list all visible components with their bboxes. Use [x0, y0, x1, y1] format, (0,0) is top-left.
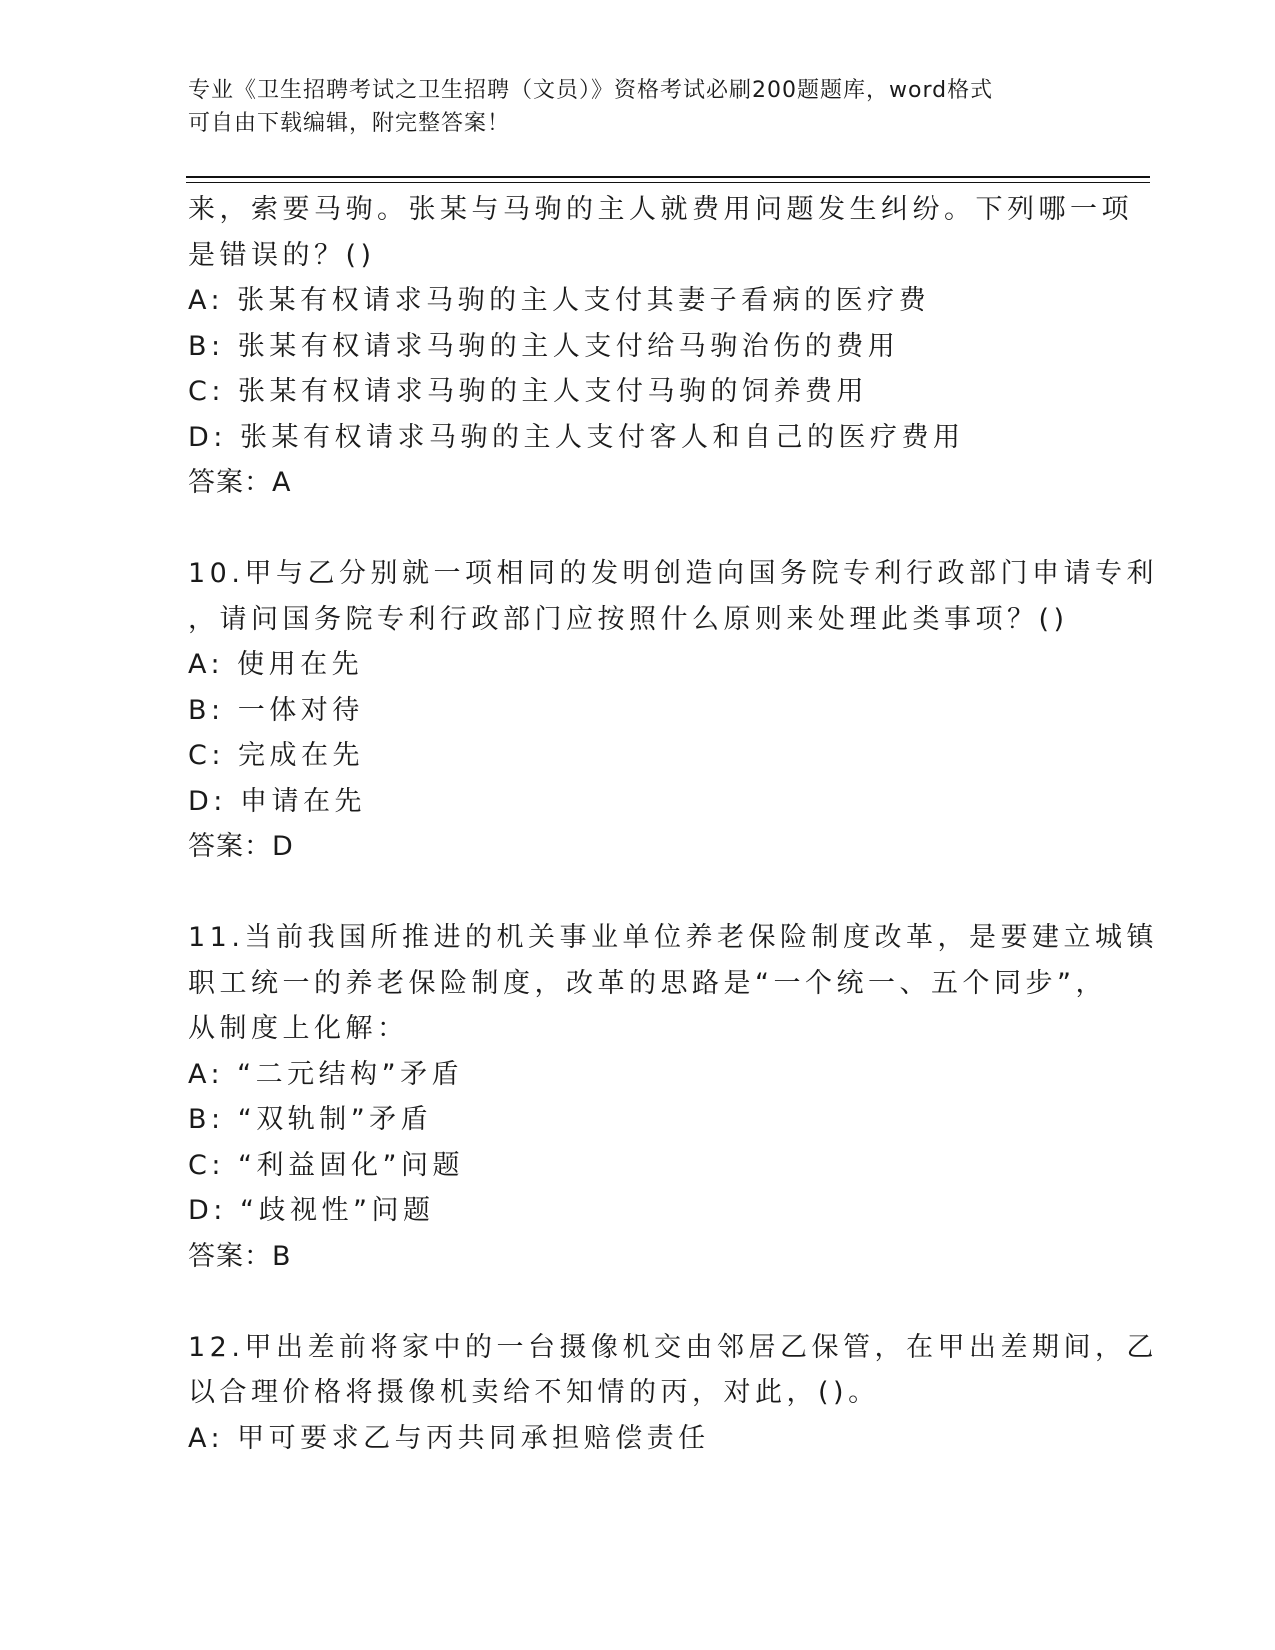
answer-label: 答案：D: [188, 831, 294, 862]
question-9: [188, 187, 1133, 506]
spacer: [188, 1279, 1088, 1325]
answer-label: 答案：A: [188, 467, 292, 498]
option-b: B: 一体对待: [188, 694, 364, 726]
question-content: [188, 187, 1158, 1461]
question-stem-line: 职工统一的养老保险制度，改革的思路是“一个统一、五个同步”，: [188, 967, 1107, 999]
header-title-line2: 可自由下载编辑，附完整答案！: [188, 111, 511, 136]
question-stem-line: 12.甲出差前将家中的一台摄像机交由邻居乙保管，在甲出差期间，乙: [188, 1331, 1158, 1363]
option-b: B: 张某有权请求马驹的主人支付给马驹治伤的费用: [188, 330, 900, 362]
question-10: [188, 551, 1158, 870]
header-divider-thin: [186, 182, 1150, 183]
option-a: A: 张某有权请求马驹的主人支付其妻子看病的医疗费: [188, 285, 931, 316]
question-11: [188, 915, 1158, 1279]
spacer: [188, 506, 1088, 552]
option-b: B: “双轨制”矛盾: [188, 1104, 433, 1135]
option-c: C: 张某有权请求马驹的主人支付马驹的饲养费用: [188, 376, 869, 407]
option-d: D: 申请在先: [188, 785, 366, 817]
page-header: [188, 74, 1088, 140]
header-divider-thick: [186, 176, 1150, 178]
spacer: [188, 870, 1088, 916]
option-c: C: “利益固化”问题: [188, 1149, 465, 1181]
question-stem-line: 11.当前我国所推进的机关事业单位养老保险制度改革，是要建立城镇: [188, 922, 1158, 953]
option-a: A: 甲可要求乙与丙共同承担赔偿责任: [188, 1422, 710, 1454]
option-a: A: 使用在先: [188, 649, 364, 680]
question-stem-line: 是错误的？(): [188, 239, 376, 271]
question-stem-line: 10.甲与乙分别就一项相同的发明创造向国务院专利行政部门申请专利: [188, 558, 1158, 589]
answer-label: 答案：B: [188, 1240, 292, 1272]
question-stem-line: 来，索要马驹。张某与马驹的主人就费用问题发生纠纷。下列哪一项: [188, 194, 1133, 225]
option-d: D: “歧视性”问题: [188, 1195, 435, 1226]
question-stem-line: ，请问国务院专利行政部门应按照什么原则来处理此类事项？(): [188, 603, 1069, 635]
option-a: A: “二元结构”矛盾: [188, 1058, 464, 1090]
question-stem-line: 以合理价格将摄像机卖给不知情的丙，对此，()。: [188, 1377, 880, 1408]
header-title-line1: 专业《卫生招聘考试之卫生招聘（文员）》资格考试必刷200题题库，word格式: [188, 78, 994, 103]
question-stem-line: 从制度上化解：: [188, 1013, 409, 1044]
option-c: C: 完成在先: [188, 740, 365, 771]
question-12: [188, 1325, 1158, 1462]
option-d: D: 张某有权请求马驹的主人支付客人和自己的医疗费用: [188, 421, 965, 453]
